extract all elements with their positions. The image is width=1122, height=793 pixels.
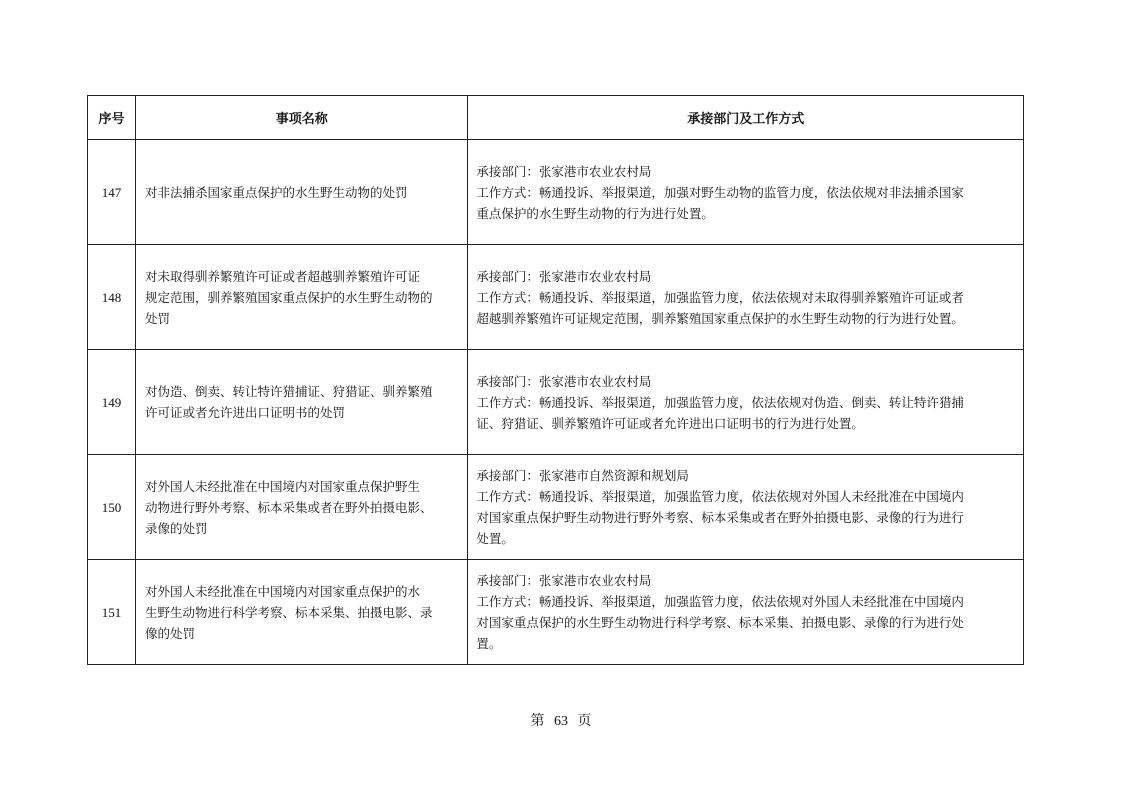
serial-number-cell: 149 (88, 350, 136, 455)
table-row (88, 245, 1024, 350)
item-name-line: 像的处罚 (145, 625, 196, 641)
item-name-line: 对外国人未经批准在中国境内对国家重点保护野生 (145, 478, 421, 494)
table-row (88, 350, 1024, 455)
page-number-suffix: 页 (577, 714, 592, 729)
item-name-line: 对外国人未经批准在中国境内对国家重点保护的水 (145, 583, 421, 599)
page-number-value: 63 (554, 714, 568, 729)
page-number (0, 710, 1122, 730)
department-method-line: 证、狩猎证、驯养繁殖许可证或者允许进出口证明书的行为进行处置。 (476, 415, 864, 431)
header-department-method: 承接部门及工作方式 (468, 96, 1024, 140)
item-table (87, 95, 1024, 665)
item-name-line: 对非法捕杀国家重点保护的水生野生动物的处罚 (145, 184, 408, 200)
serial-number-cell: 147 (88, 140, 136, 245)
department-method-line: 重点保护的水生野生动物的行为进行处置。 (476, 205, 714, 221)
table-row (88, 140, 1024, 245)
table-row (88, 455, 1024, 560)
item-name-line: 生野生动物进行科学考察、标本采集、拍摄电影、录 (145, 604, 433, 620)
item-name-line: 处罚 (145, 310, 171, 326)
department-method-line: 对国家重点保护的水生野生动物进行科学考察、标本采集、拍摄电影、录像的行为进行处 (476, 615, 964, 630)
department-method-cell (468, 350, 1024, 455)
serial-number-cell: 151 (88, 560, 136, 665)
item-name-line: 对未取得驯养繁殖许可证或者超越驯养繁殖许可证 (145, 268, 421, 284)
department-method-line: 承接部门：张家港市自然资源和规划局 (476, 468, 689, 483)
item-name-line: 对伪造、倒卖、转让特许猎捕证、狩猎证、驯养繁殖 (145, 384, 433, 399)
item-name-cell (136, 455, 468, 560)
department-method-line: 超越驯养繁殖许可证规定范围，驯养繁殖国家重点保护的水生野生动物的行为进行处置。 (476, 310, 964, 326)
item-name-cell (136, 245, 468, 350)
department-method-line: 对国家重点保护野生动物进行野外考察、标本采集或者在野外拍摄电影、录像的行为进行 (476, 510, 964, 525)
item-name-line: 规定范围，驯养繁殖国家重点保护的水生野生动物的 (145, 289, 433, 305)
department-method-cell (468, 245, 1024, 350)
item-name-cell (136, 350, 468, 455)
department-method-line: 承接部门：张家港市农业农村局 (476, 573, 652, 588)
item-name-line: 录像的处罚 (145, 520, 208, 536)
department-method-line: 承接部门：张家港市农业农村局 (476, 373, 652, 389)
department-method-line: 工作方式：畅通投诉、举报渠道，加强监管力度，依法依规对伪造、倒卖、转让特许猎捕 (476, 394, 964, 410)
header-row (88, 96, 1024, 140)
serial-number-cell: 148 (88, 245, 136, 350)
department-method-cell (468, 455, 1024, 560)
department-method-line: 承接部门：张家港市农业农村局 (476, 163, 652, 179)
department-method-cell (468, 560, 1024, 665)
serial-number-cell: 150 (88, 455, 136, 560)
page-number-prefix: 第 (530, 714, 545, 729)
item-name-cell (136, 560, 468, 665)
department-method-line: 工作方式：畅通投诉、举报渠道，加强监管力度，依法依规对外国人未经批准在中国境内 (476, 489, 964, 504)
item-name-cell (136, 140, 468, 245)
table-row (88, 560, 1024, 665)
department-method-line: 承接部门：张家港市农业农村局 (476, 268, 652, 284)
item-name-line: 许可证或者允许进出口证明书的处罚 (145, 405, 346, 420)
department-method-line: 工作方式：畅通投诉、举报渠道，加强监管力度，依法依规对外国人未经批准在中国境内 (476, 594, 964, 609)
department-method-line: 处置。 (476, 531, 514, 546)
item-name-line: 动物进行野外考察、标本采集或者在野外拍摄电影、 (145, 499, 433, 515)
header-item-name: 事项名称 (136, 96, 468, 140)
department-method-line: 置。 (476, 636, 502, 651)
department-method-line: 工作方式：畅通投诉、举报渠道，加强对野生动物的监管力度，依法依规对非法捕杀国家 (476, 184, 964, 200)
table-body (88, 140, 1024, 665)
department-method-line: 工作方式：畅通投诉、举报渠道，加强监管力度，依法依规对未取得驯养繁殖许可证或者 (476, 289, 964, 305)
header-serial-number: 序号 (88, 96, 136, 140)
department-method-cell (468, 140, 1024, 245)
